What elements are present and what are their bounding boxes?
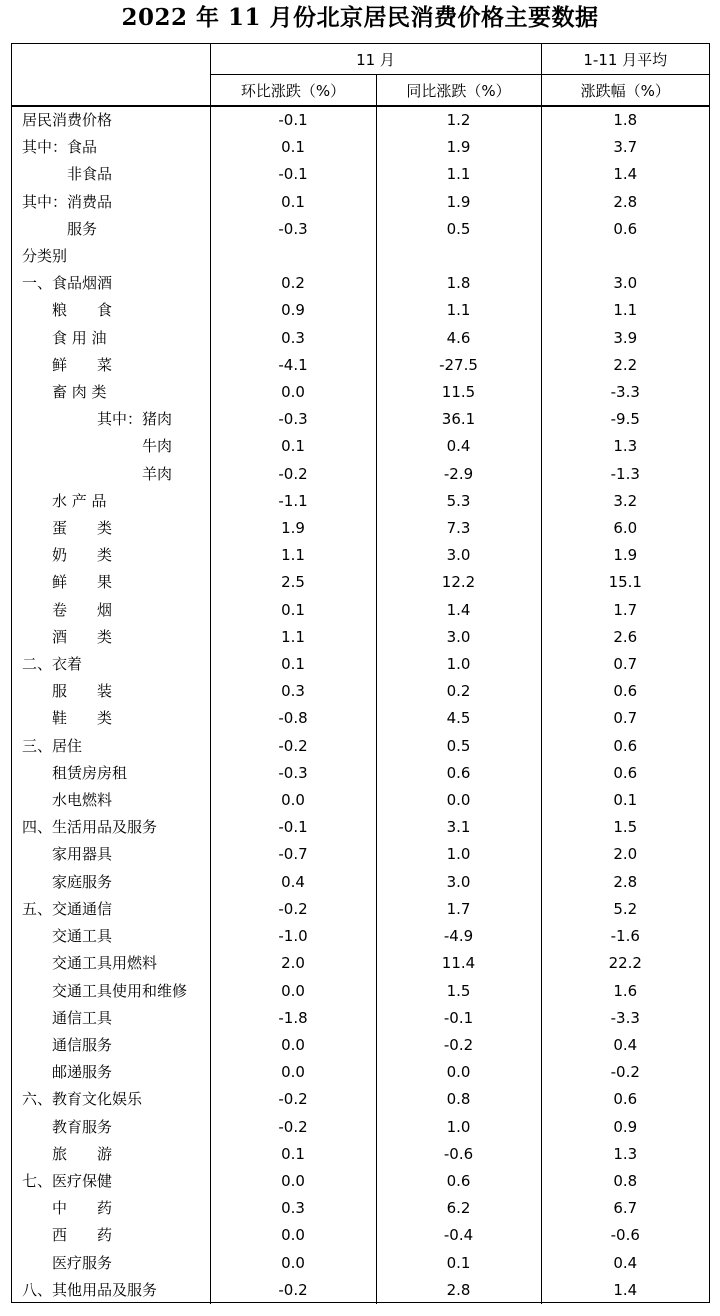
row-avg-value: 1.1 — [613, 301, 638, 320]
row-category-name: 酒 类 — [12, 624, 210, 651]
row-category-name: 其中：消费品 — [12, 189, 210, 216]
table-row — [12, 651, 709, 678]
row-yoy-value: 3.0 — [376, 624, 541, 651]
row-avg-value: 0.6 — [613, 1090, 638, 1109]
average-group-header: 1-11 月平均 — [541, 44, 709, 75]
row-avg-value: 2.8 — [613, 872, 638, 891]
row-yoy-value: 1.9 — [376, 189, 541, 216]
row-category-name: 羊肉 — [12, 461, 210, 488]
row-mom-value: -0.1 — [210, 106, 376, 134]
row-yoy-value: 3.0 — [376, 869, 541, 896]
table-row — [12, 1168, 709, 1195]
row-category-name: 七、医疗保健 — [12, 1168, 210, 1195]
row-avg-value: 0.4 — [613, 1035, 638, 1054]
row-mom-value: 0.1 — [210, 651, 376, 678]
table-row — [12, 270, 709, 297]
row-category-name: 畜 肉 类 — [12, 379, 210, 406]
row-category-name: 通信服务 — [12, 1032, 210, 1059]
row-mom-value: 2.5 — [210, 569, 376, 596]
row-yoy-value: 1.2 — [376, 106, 541, 134]
row-avg-value: 0.6 — [613, 763, 638, 782]
row-category-name: 牛肉 — [12, 433, 210, 460]
row-mom-value: 0.4 — [210, 869, 376, 896]
row-category-name: 服务 — [12, 216, 210, 243]
row-category-name: 旅 游 — [12, 1141, 210, 1168]
row-avg-value: 2.0 — [613, 845, 638, 864]
table-row — [12, 1222, 709, 1249]
table-header — [12, 44, 709, 106]
row-avg-value — [541, 243, 709, 270]
table-row — [12, 515, 709, 542]
row-yoy-value: -2.9 — [376, 461, 541, 488]
table-row — [12, 896, 709, 923]
row-category-name: 交通工具使用和维修 — [12, 978, 210, 1005]
row-mom-value: -1.8 — [210, 1005, 376, 1032]
row-yoy-value: 4.6 — [376, 325, 541, 352]
row-avg-value: 0.6 — [613, 736, 638, 755]
row-yoy-value: 11.4 — [376, 950, 541, 977]
row-yoy-value: 1.1 — [376, 161, 541, 188]
table-row — [12, 433, 709, 460]
table-row — [12, 1086, 709, 1113]
table-row — [12, 488, 709, 515]
row-avg-value: 0.6 — [613, 219, 638, 238]
row-yoy-value: -0.2 — [376, 1032, 541, 1059]
row-mom-value: -0.2 — [210, 1086, 376, 1113]
row-yoy-value: 3.1 — [376, 814, 541, 841]
row-category-name: 二、衣着 — [12, 651, 210, 678]
row-avg-value: 3.2 — [613, 491, 638, 510]
row-avg-value: 3.0 — [613, 274, 638, 293]
row-category-name: 鞋 类 — [12, 705, 210, 732]
row-avg-value: 2.6 — [613, 627, 638, 646]
row-category-name: 其中：猪肉 — [12, 406, 210, 433]
row-mom-value: -0.3 — [210, 406, 376, 433]
row-avg-value: 3.7 — [613, 138, 638, 157]
row-avg-value: 6.7 — [613, 1199, 638, 1218]
row-mom-value: -0.2 — [210, 896, 376, 923]
table-row — [12, 950, 709, 977]
row-category-name: 服 装 — [12, 678, 210, 705]
row-category-name: 家庭服务 — [12, 869, 210, 896]
table-row — [12, 106, 709, 134]
row-avg-value: -0.6 — [610, 1226, 640, 1245]
row-category-name: 教育服务 — [12, 1114, 210, 1141]
row-mom-value: 0.1 — [210, 433, 376, 460]
row-yoy-value: 1.4 — [376, 597, 541, 624]
row-avg-value: 1.8 — [613, 111, 638, 129]
row-avg-value: 22.2 — [608, 954, 642, 973]
avg-change-column-header: 涨跌幅（%） — [541, 75, 709, 107]
row-category-name: 非食品 — [12, 161, 210, 188]
row-avg-value: 1.4 — [613, 165, 638, 184]
row-yoy-value: 0.5 — [376, 733, 541, 760]
yoy-column-header: 同比涨跌（%） — [376, 75, 541, 107]
row-category-name: 食 用 油 — [12, 325, 210, 352]
row-yoy-value: 36.1 — [376, 406, 541, 433]
row-category-name: 一、食品烟酒 — [12, 270, 210, 297]
row-yoy-value: 5.3 — [376, 488, 541, 515]
row-category-name: 中 药 — [12, 1195, 210, 1222]
row-yoy-value: 0.0 — [376, 1059, 541, 1086]
row-avg-value: -9.5 — [610, 410, 640, 429]
row-category-name: 粮 食 — [12, 297, 210, 324]
row-yoy-value: 3.0 — [376, 542, 541, 569]
row-yoy-value: -27.5 — [376, 352, 541, 379]
month-group-header: 11 月 — [210, 44, 541, 75]
row-avg-value: 3.9 — [613, 328, 638, 347]
row-avg-value: 6.0 — [613, 519, 638, 538]
row-mom-value: -0.1 — [210, 814, 376, 841]
row-avg-value: 0.8 — [613, 1171, 638, 1190]
table-row — [12, 189, 709, 216]
row-yoy-value: 0.0 — [376, 787, 541, 814]
table-row — [12, 406, 709, 433]
table-row — [12, 297, 709, 324]
table-row — [12, 869, 709, 896]
table-row — [12, 1114, 709, 1141]
row-category-name: 鲜 果 — [12, 569, 210, 596]
row-category-name: 八、其他用品及服务 — [12, 1277, 210, 1304]
row-avg-value: 1.4 — [613, 1280, 638, 1299]
row-mom-value: -0.2 — [210, 461, 376, 488]
table-row — [12, 678, 709, 705]
row-category-name: 其中：食品 — [12, 134, 210, 161]
table-row — [12, 1277, 709, 1304]
table-row — [12, 787, 709, 814]
row-avg-value: 1.7 — [613, 600, 638, 619]
row-category-name: 邮递服务 — [12, 1059, 210, 1086]
row-yoy-value: 1.5 — [376, 978, 541, 1005]
table-row — [12, 352, 709, 379]
row-yoy-value: 1.9 — [376, 134, 541, 161]
row-yoy-value: -0.4 — [376, 1222, 541, 1249]
table-row — [12, 325, 709, 352]
row-category-name: 三、居住 — [12, 733, 210, 760]
row-mom-value: -0.1 — [210, 161, 376, 188]
row-mom-value: 0.1 — [210, 134, 376, 161]
row-category-name: 蛋 类 — [12, 515, 210, 542]
row-mom-value: 0.1 — [210, 189, 376, 216]
row-yoy-value: 12.2 — [376, 569, 541, 596]
row-mom-value: 0.0 — [210, 1032, 376, 1059]
row-yoy-value: 1.8 — [376, 270, 541, 297]
row-category-name: 交通工具 — [12, 923, 210, 950]
row-avg-value: 1.5 — [613, 818, 638, 837]
table-row — [12, 760, 709, 787]
table-row — [12, 705, 709, 732]
table-row — [12, 923, 709, 950]
row-avg-value: 1.6 — [613, 981, 638, 1000]
row-yoy-value: 0.8 — [376, 1086, 541, 1113]
row-yoy-value: 0.6 — [376, 760, 541, 787]
row-category-name: 卷 烟 — [12, 597, 210, 624]
row-mom-value: -0.2 — [210, 1114, 376, 1141]
row-mom-value: 0.1 — [210, 597, 376, 624]
table-row — [12, 134, 709, 161]
row-category-name: 鲜 菜 — [12, 352, 210, 379]
row-mom-value — [210, 243, 376, 270]
row-mom-value: 0.0 — [210, 978, 376, 1005]
row-avg-value: 5.2 — [613, 899, 638, 918]
row-mom-value: -0.8 — [210, 705, 376, 732]
row-category-name: 租赁房房租 — [12, 760, 210, 787]
row-mom-value: 0.1 — [210, 1141, 376, 1168]
row-avg-value: 0.1 — [613, 791, 638, 810]
row-avg-value: -1.3 — [610, 464, 640, 483]
row-mom-value: -1.0 — [210, 923, 376, 950]
table-body — [12, 106, 709, 1304]
row-yoy-value: 1.0 — [376, 651, 541, 678]
row-category-name: 家用器具 — [12, 841, 210, 868]
row-mom-value: 0.2 — [210, 270, 376, 297]
row-category-name: 西 药 — [12, 1222, 210, 1249]
row-avg-value: 1.3 — [613, 1144, 638, 1163]
row-mom-value: -0.7 — [210, 841, 376, 868]
row-yoy-value: -4.9 — [376, 923, 541, 950]
row-yoy-value: 11.5 — [376, 379, 541, 406]
row-avg-value: 1.3 — [613, 437, 638, 456]
row-mom-value: -0.2 — [210, 1277, 376, 1304]
row-avg-value: -1.6 — [610, 927, 640, 946]
row-avg-value: 15.1 — [608, 573, 642, 592]
row-avg-value: -3.3 — [610, 383, 640, 402]
row-yoy-value: 1.0 — [376, 841, 541, 868]
table-row — [12, 1195, 709, 1222]
row-yoy-value: 0.1 — [376, 1250, 541, 1277]
row-mom-value: 0.0 — [210, 379, 376, 406]
row-mom-value: 1.9 — [210, 515, 376, 542]
table-row — [12, 243, 709, 270]
row-mom-value: -1.1 — [210, 488, 376, 515]
table-row — [12, 1032, 709, 1059]
table-row — [12, 216, 709, 243]
table-row — [12, 1141, 709, 1168]
row-category-name: 分类别 — [12, 243, 210, 270]
row-mom-value: 0.9 — [210, 297, 376, 324]
row-yoy-value: 0.6 — [376, 1168, 541, 1195]
row-category-name: 医疗服务 — [12, 1250, 210, 1277]
row-avg-value: 0.7 — [613, 655, 638, 674]
row-mom-value: 1.1 — [210, 624, 376, 651]
row-mom-value: 0.3 — [210, 325, 376, 352]
row-yoy-value: 6.2 — [376, 1195, 541, 1222]
row-category-name: 交通工具用燃料 — [12, 950, 210, 977]
table-row — [12, 597, 709, 624]
row-mom-value: 0.0 — [210, 1059, 376, 1086]
row-avg-value: 0.6 — [613, 682, 638, 701]
category-column-header — [12, 44, 210, 106]
row-category-name: 通信工具 — [12, 1005, 210, 1032]
table-row — [12, 461, 709, 488]
row-yoy-value: 1.0 — [376, 1114, 541, 1141]
row-avg-value: 0.9 — [613, 1117, 638, 1136]
row-category-name: 奶 类 — [12, 542, 210, 569]
row-mom-value: -0.3 — [210, 760, 376, 787]
row-yoy-value: -0.6 — [376, 1141, 541, 1168]
row-mom-value: 0.0 — [210, 1222, 376, 1249]
row-category-name: 六、教育文化娱乐 — [12, 1086, 210, 1113]
page-title: 2022 年 11 月份北京居民消费价格主要数据 — [121, 4, 599, 31]
row-category-name: 五、交通通信 — [12, 896, 210, 923]
table-row — [12, 379, 709, 406]
row-mom-value: 0.3 — [210, 1195, 376, 1222]
row-yoy-value: 0.2 — [376, 678, 541, 705]
table-row — [12, 542, 709, 569]
row-yoy-value — [376, 243, 541, 270]
row-mom-value: 0.3 — [210, 678, 376, 705]
table-row — [12, 841, 709, 868]
row-yoy-value: 7.3 — [376, 515, 541, 542]
row-mom-value: -0.2 — [210, 733, 376, 760]
row-mom-value: -0.3 — [210, 216, 376, 243]
row-yoy-value: 0.5 — [376, 216, 541, 243]
mom-column-header: 环比涨跌（%） — [210, 75, 376, 107]
row-yoy-value: 1.7 — [376, 896, 541, 923]
row-avg-value: 0.4 — [613, 1253, 638, 1272]
row-category-name: 水 产 品 — [12, 488, 210, 515]
row-mom-value: 1.1 — [210, 542, 376, 569]
row-mom-value: 0.0 — [210, 1168, 376, 1195]
cpi-table — [12, 44, 709, 1304]
table-row — [12, 814, 709, 841]
row-avg-value: 2.2 — [613, 355, 638, 374]
row-avg-value: -3.3 — [610, 1008, 640, 1027]
table-row — [12, 569, 709, 596]
table-row — [12, 733, 709, 760]
row-yoy-value: -0.1 — [376, 1005, 541, 1032]
row-category-name: 居民消费价格 — [12, 106, 210, 134]
row-yoy-value: 4.5 — [376, 705, 541, 732]
row-mom-value: -4.1 — [210, 352, 376, 379]
row-yoy-value: 2.8 — [376, 1277, 541, 1304]
row-mom-value: 0.0 — [210, 787, 376, 814]
table-row — [12, 161, 709, 188]
table-row — [12, 978, 709, 1005]
table-row — [12, 1250, 709, 1277]
row-mom-value: 2.0 — [210, 950, 376, 977]
row-category-name: 四、生活用品及服务 — [12, 814, 210, 841]
row-mom-value: 0.0 — [210, 1250, 376, 1277]
row-avg-value: 2.8 — [613, 192, 638, 211]
table-row — [12, 624, 709, 651]
table-row — [12, 1005, 709, 1032]
row-yoy-value: 1.1 — [376, 297, 541, 324]
row-avg-value: 1.9 — [613, 546, 638, 565]
row-yoy-value: 0.4 — [376, 433, 541, 460]
table-row — [12, 1059, 709, 1086]
row-avg-value: 0.7 — [613, 709, 638, 728]
row-category-name: 水电燃料 — [12, 787, 210, 814]
row-avg-value: -0.2 — [610, 1063, 640, 1082]
